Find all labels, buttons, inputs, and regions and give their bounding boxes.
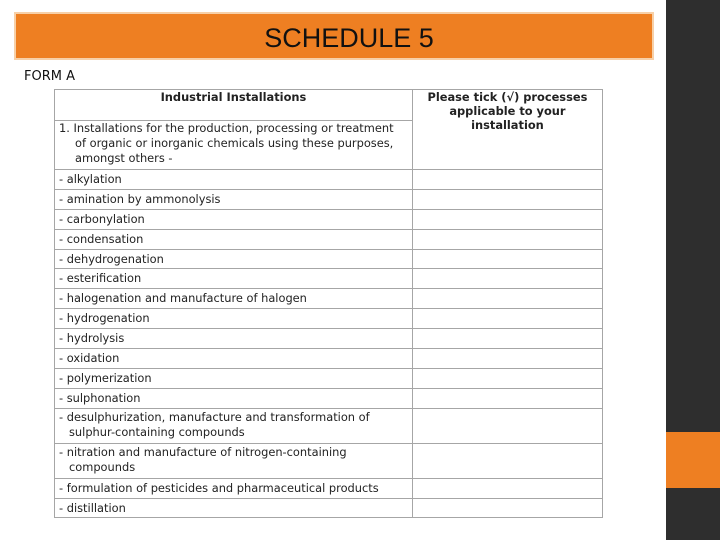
right-accent-block	[666, 432, 720, 488]
process-item: - hydrolysis	[55, 329, 413, 349]
process-item: - sulphonation	[55, 388, 413, 408]
tick-cell[interactable]	[412, 289, 602, 309]
header-tick-processes	[412, 90, 602, 170]
table-row	[55, 388, 603, 408]
tick-cell[interactable]	[412, 329, 602, 349]
process-item: - halogenation and manufacture of halogen	[55, 289, 413, 309]
process-item: - distillation	[55, 498, 413, 518]
tick-cell[interactable]	[412, 170, 602, 190]
process-item	[55, 408, 413, 443]
tick-cell[interactable]	[412, 388, 602, 408]
header-tick-line1: Please tick (√) processes	[427, 90, 588, 104]
header-tick-line2: applicable to your installation	[449, 104, 566, 132]
intro-line: of organic or inorganic chemicals using these purposes,	[75, 136, 394, 150]
process-item-line: sulphur-containing compounds	[69, 424, 245, 439]
process-item: - oxidation	[55, 349, 413, 369]
tick-cell[interactable]	[412, 368, 602, 388]
table-row	[55, 309, 603, 329]
table-row	[55, 368, 603, 388]
table-row	[55, 269, 603, 289]
process-item-line: - nitration and manufacture of nitrogen-containing	[59, 444, 347, 459]
intro-line: amongst others -	[75, 151, 173, 165]
process-item: - hydrogenation	[55, 309, 413, 329]
tick-cell[interactable]	[412, 249, 602, 269]
table-row	[55, 289, 603, 309]
slide-title: SCHEDULE 5	[264, 22, 434, 53]
process-item: - condensation	[55, 229, 413, 249]
table-row	[55, 189, 603, 209]
process-item: - dehydrogenation	[55, 249, 413, 269]
form-label: FORM A	[24, 69, 75, 84]
intro-cell	[55, 121, 413, 170]
table-row	[55, 170, 603, 190]
table-row	[55, 443, 603, 478]
title-bar	[14, 12, 654, 60]
tick-cell[interactable]	[412, 349, 602, 369]
tick-cell[interactable]	[412, 309, 602, 329]
tick-cell[interactable]	[412, 209, 602, 229]
table-row	[55, 498, 603, 518]
tick-cell[interactable]	[412, 443, 602, 478]
process-item: - carbonylation	[55, 209, 413, 229]
table-row	[55, 408, 603, 443]
tick-cell[interactable]	[412, 189, 602, 209]
table-row	[55, 209, 603, 229]
process-item: - alkylation	[55, 170, 413, 190]
process-item: - esterification	[55, 269, 413, 289]
intro-line: 1. Installations for the production, processing or treatment	[59, 121, 394, 135]
process-item-line: - desulphurization, manufacture and transformation of	[59, 409, 370, 424]
tick-cell[interactable]	[412, 408, 602, 443]
tick-cell[interactable]	[412, 269, 602, 289]
header-industrial-installations: Industrial Installations	[55, 90, 413, 121]
tick-cell[interactable]	[412, 229, 602, 249]
schedule-table	[54, 89, 603, 518]
header-row	[55, 90, 603, 121]
process-item	[55, 443, 413, 478]
table-row	[55, 349, 603, 369]
process-item: - formulation of pesticides and pharmaceutical products	[55, 478, 413, 498]
process-item: - polymerization	[55, 368, 413, 388]
table-row	[55, 249, 603, 269]
table-row	[55, 329, 603, 349]
tick-cell[interactable]	[412, 478, 602, 498]
process-item: - amination by ammonolysis	[55, 189, 413, 209]
tick-cell[interactable]	[412, 498, 602, 518]
table-row	[55, 478, 603, 498]
process-item-line: compounds	[69, 459, 136, 474]
table-row	[55, 229, 603, 249]
